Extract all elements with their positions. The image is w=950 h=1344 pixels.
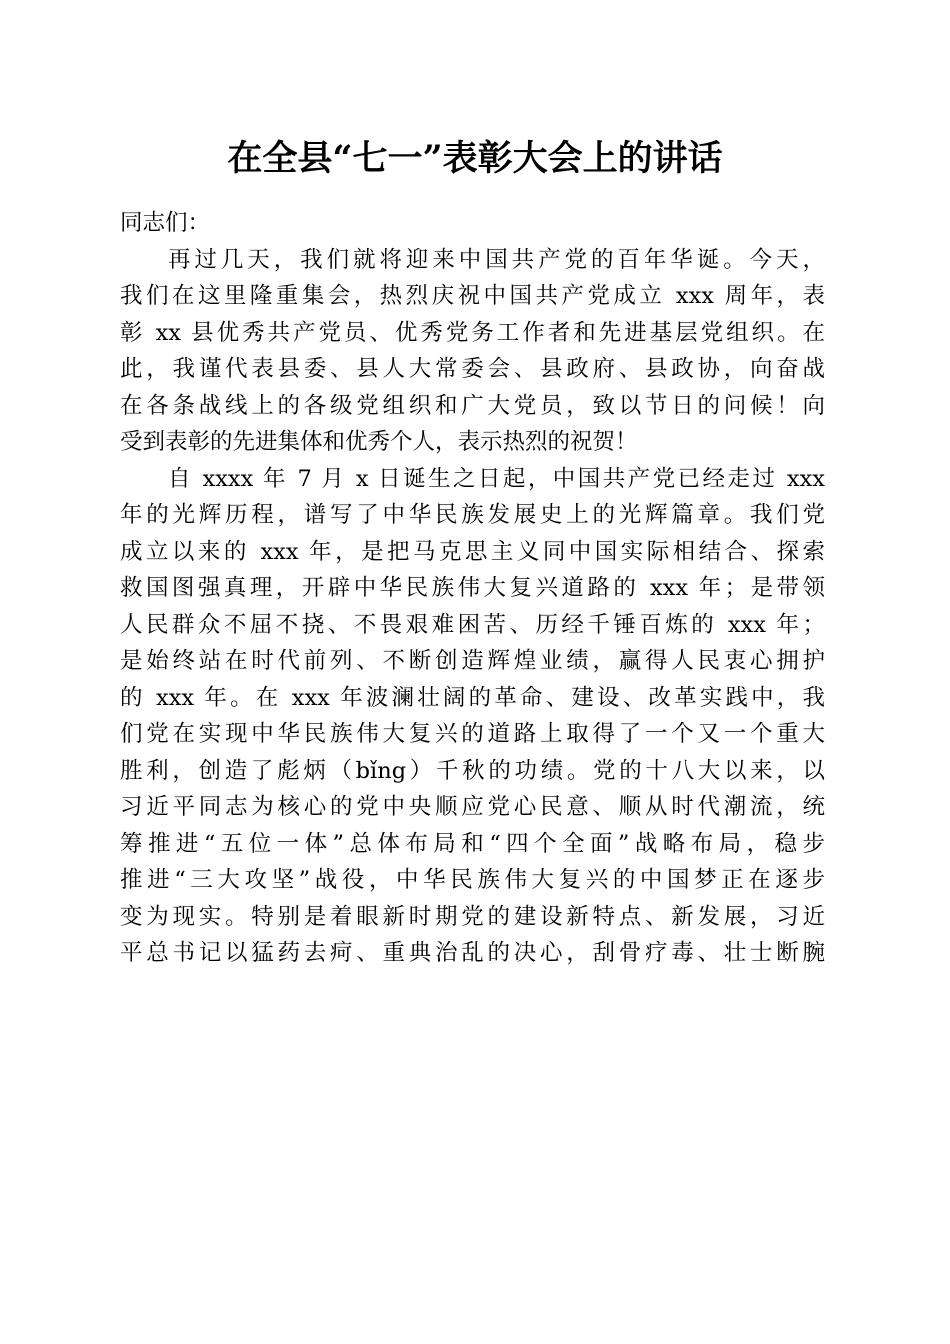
paragraph-line: 是始终站在时代前列、不断创造辉煌业绩，赢得人民衷心拥护	[120, 648, 825, 674]
paragraph-line: 年的光辉历程，谱写了中华民族发展史上的光辉篇章。我们党	[120, 502, 825, 528]
document-body	[120, 205, 825, 972]
paragraph-2	[120, 461, 825, 972]
salutation: 同志们：	[120, 210, 211, 236]
paragraph-line: 再过几天，我们就将迎来中国共产党的百年华诞。今天，	[168, 246, 825, 273]
paragraph-line: 平总书记以猛药去疴、重典治乱的决心，刮骨疗毒、壮士断腕	[120, 940, 825, 966]
paragraph-line: 习近平同志为核心的党中央顺应党心民意、顺从时代潮流，统	[120, 794, 825, 820]
paragraph-line: 成立以来的 xxx 年，是把马克思主义同中国实际相结合、探索	[120, 538, 825, 565]
paragraph-line: 受到表彰的先进集体和优秀个人，表示热烈的祝贺！	[120, 429, 638, 455]
paragraph-line: 自 xxxx 年 7 月 x 日诞生之日起，中国共产党已经走过 xxx	[168, 465, 825, 492]
paragraph-line: 筹推进“五位一体”总体布局和“四个全面”战略布局，稳步	[120, 830, 825, 857]
paragraph-line: 推进“三大攻坚”战役，中华民族伟大复兴的中国梦正在逐步	[120, 867, 825, 893]
paragraph-line: 的 xxx 年。在 xxx 年波澜壮阔的革命、建设、改革实践中，我	[120, 684, 825, 711]
paragraph-line: 们党在实现中华民族伟大复兴的道路上取得了一个又一个重大	[120, 721, 825, 747]
paragraph-line: 胜利，创造了彪炳（bǐng）千秋的功绩。党的十八大以来，以	[120, 757, 825, 784]
paragraph-line: 此，我谨代表县委、县人大常委会、县政府、县政协，向奋战	[120, 356, 825, 382]
paragraph-line: 彰 xx 县优秀共产党员、优秀党务工作者和先进基层党组织。在	[120, 319, 825, 346]
paragraph-line: 人民群众不屈不挠、不畏艰难困苦、历经千锤百炼的 xxx 年；	[120, 611, 825, 638]
paragraph-line: 我们在这里隆重集会，热烈庆祝中国共产党成立 xxx 周年，表	[120, 283, 825, 309]
paragraph-line: 在各条战线上的各级党组织和广大党员，致以节日的问候！向	[120, 392, 825, 419]
document-title: 在全县“七一”表彰大会上的讲话	[227, 138, 723, 179]
paragraph-1	[120, 242, 825, 461]
paragraph-line: 救国图强真理，开辟中华民族伟大复兴道路的 xxx 年；是带领	[120, 575, 825, 601]
paragraph-line: 变为现实。特别是着眼新时期党的建设新特点、新发展，习近	[120, 903, 825, 930]
